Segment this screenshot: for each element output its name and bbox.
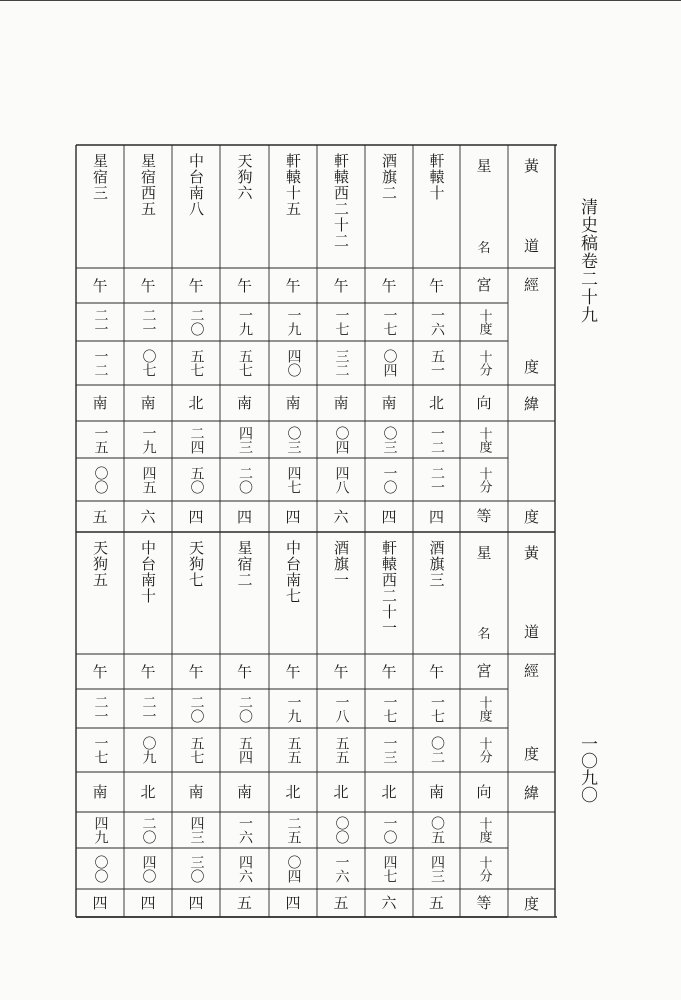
star-value-cell: 六 [140,507,156,526]
star-value-cell: 四〇 [140,854,157,883]
star-value-cell: 〇三 [381,425,398,454]
star-value-cell: 北 [285,783,301,801]
star-value-cell: 〇〇 [92,854,109,883]
star-value-cell: 二四 [188,425,205,454]
star-name-cell: 中台南十 [139,540,157,604]
star-value-cell: 一九 [285,694,302,723]
star-value-cell: 五〇 [188,465,205,494]
side-label-cell: 度 [523,894,539,913]
row-label-cell: 向 [476,393,492,412]
star-value-cell: 四 [188,507,204,526]
row-label-cell: 向 [476,782,492,801]
star-value-cell: 午 [285,662,301,681]
side-label-cell-du: 度 [523,358,539,376]
row-label-cell: 宮 [476,276,492,294]
star-value-cell: 三〇 [188,854,205,883]
star-value-cell: 四九 [92,816,109,844]
header-char: 道 [523,237,539,255]
star-value-cell: 午 [188,662,204,681]
star-value-cell: 南 [188,783,204,801]
row-label-cell: 十度 [476,426,492,453]
star-value-cell: 午 [381,662,397,681]
star-value-cell: 南 [236,394,252,412]
star-value-cell: 五五 [285,736,302,764]
star-value-cell: 〇三 [285,425,302,454]
star-name-header [460,145,508,268]
star-value-cell: 一九 [140,425,157,454]
star-value-cell: 二五 [285,816,302,844]
star-value-cell: 五七 [237,349,253,377]
star-value-cell: 南 [92,783,108,801]
row-label-cell: 十分 [476,855,492,882]
star-value-cell: 六 [381,894,397,912]
star-value-cell: 一七 [333,308,350,336]
star-value-cell: 二一 [140,308,157,336]
star-value-cell: 四七 [285,465,302,494]
row-label-cell: 等 [476,893,492,912]
star-value-cell: 二一 [92,694,109,723]
star-value-cell: 五七 [188,736,205,764]
star-value-cell: 一二 [92,349,109,377]
star-value-cell: 四 [381,507,397,526]
star-value-cell: 午 [140,662,156,681]
star-value-cell: 一六 [429,308,445,336]
star-value-cell: 五 [333,894,349,912]
star-value-cell: 四三 [188,816,205,844]
row-label-cell: 十分 [476,737,492,763]
header-char: 黃 [523,544,539,562]
star-value-cell: 午 [236,662,252,681]
ecliptic-header [508,145,555,268]
star-name-cell: 星宿西五 [139,153,157,217]
star-value-cell: 午 [188,276,204,295]
side-label-cell-du: 度 [523,745,539,763]
star-value-cell: 北 [381,783,397,801]
star-value-cell: 午 [140,276,156,295]
star-value-cell: 一〇 [381,465,398,494]
star-value-cell: 二〇 [188,308,205,336]
star-value-cell: 五四 [237,736,253,764]
star-value-cell: 午 [428,662,444,681]
header-char: 道 [523,623,539,641]
star-value-cell: 一七 [381,694,398,723]
page-number: 一〇九〇 [577,735,597,803]
side-label-cell: 緯 [523,783,539,802]
star-name-cell: 天狗五 [91,540,109,588]
row-label-cell: 十度 [476,695,492,722]
side-label-cell: 經 [523,662,539,680]
row-label-cell: 十度 [476,309,492,335]
star-value-cell: 六 [333,507,349,526]
star-value-cell: 一七 [429,694,445,723]
star-value-cell: 二一 [429,465,445,494]
ecliptic-header [508,532,555,654]
star-value-cell: 北 [333,783,349,801]
star-value-cell: 四七 [381,854,398,883]
star-value-cell: 午 [92,662,108,681]
star-value-cell: 午 [381,276,397,295]
star-value-cell: 一三 [381,736,398,764]
row-label-cell: 等 [476,507,492,525]
star-value-cell: 二〇 [188,694,205,723]
star-value-cell: 一六 [237,816,253,844]
star-name-cell: 軒轅十五 [284,153,302,217]
star-value-cell: 四〇 [285,349,302,377]
page-header: 清史稿卷二十九 [577,198,597,324]
star-value-cell: 〇五 [429,816,445,844]
star-value-cell: 午 [285,276,301,295]
star-value-cell: 四 [236,507,252,526]
star-value-cell: 一七 [92,736,109,764]
star-value-cell: 〇七 [140,349,157,377]
header-char: 星 [476,157,492,175]
star-value-cell: 南 [236,783,252,801]
header-char: 星 [476,544,492,562]
star-value-cell: 四 [285,894,301,912]
star-name-header [460,532,508,654]
star-value-cell: 〇四 [333,425,350,454]
star-value-cell: 一八 [333,694,350,723]
star-value-cell: 五五 [333,736,350,764]
star-name-cell: 酒旗三 [427,540,446,588]
star-name-cell: 天狗六 [235,153,254,201]
page-top-border [0,0,681,1]
star-value-cell: 〇〇 [92,465,109,494]
star-value-cell: 南 [428,783,444,801]
star-name-cell: 星宿二 [235,540,254,588]
side-label-cell: 度 [523,508,539,526]
star-name-cell: 星宿三 [91,153,109,201]
star-value-cell: 午 [333,662,349,681]
star-value-cell: 四 [140,894,156,912]
star-value-cell: 四 [92,894,108,912]
row-label-cell: 十分 [476,466,492,493]
star-value-cell: 四三 [237,425,253,454]
star-name-cell: 酒旗一 [332,540,350,588]
star-value-cell: 四 [188,894,204,912]
star-value-cell: 四 [285,507,301,526]
star-value-cell: 南 [285,394,301,412]
star-value-cell: 五 [92,507,108,526]
star-name-cell: 酒旗二 [380,153,398,201]
star-value-cell: 午 [333,276,349,295]
star-value-cell: 一九 [285,308,302,336]
star-value-cell: 五七 [188,349,205,377]
star-value-cell: 二一 [92,308,109,336]
header-char: 名 [477,627,491,642]
star-name-cell: 中台南八 [187,153,205,217]
star-name-cell: 軒轅十 [427,153,446,201]
star-value-cell: 南 [333,394,349,412]
star-value-cell: 〇二 [429,736,445,764]
header-char: 黃 [523,157,539,175]
star-name-cell: 軒轅西二十二 [332,153,350,249]
row-label-cell: 十分 [476,350,492,376]
star-value-cell: 南 [381,394,397,412]
star-value-cell: 三二 [333,349,350,377]
side-label-cell: 緯 [523,394,539,413]
star-value-cell: 一九 [237,308,253,336]
star-value-cell: 午 [236,276,252,295]
star-name-cell: 中台南七 [284,540,302,604]
star-name-cell: 軒轅西二十一 [380,540,398,636]
star-value-cell: 四八 [333,465,350,494]
star-value-cell: 四三 [429,854,445,883]
star-value-cell: 四六 [237,854,253,883]
star-value-cell: 五 [236,894,252,912]
star-name-cell: 天狗七 [187,540,205,588]
star-value-cell: 一〇 [381,816,398,844]
row-label-cell: 十度 [476,817,492,843]
star-value-cell: 〇九 [140,736,157,764]
star-value-cell: 二〇 [140,816,157,844]
star-value-cell: 〇四 [381,349,398,377]
star-value-cell: 五一 [429,349,445,377]
star-value-cell: 〇四 [285,854,302,883]
star-value-cell: 南 [140,394,156,412]
row-label-cell: 宮 [476,662,492,680]
star-value-cell: 二〇 [237,465,253,494]
star-value-cell: 午 [92,276,108,295]
star-value-cell: 二一 [140,694,157,723]
star-value-cell: 北 [188,394,204,412]
star-value-cell: 北 [140,783,156,801]
star-value-cell: 一六 [333,854,350,883]
star-value-cell: 一二 [429,425,445,454]
star-value-cell: 二〇 [237,694,253,723]
star-value-cell: 四五 [140,465,157,494]
star-value-cell: 南 [92,394,108,412]
star-value-cell: 午 [428,276,444,295]
star-value-cell: 〇〇 [333,816,350,844]
star-value-cell: 五 [428,894,444,912]
star-value-cell: 一五 [92,425,109,454]
star-value-cell: 一七 [381,308,398,336]
header-char: 名 [477,241,491,256]
star-value-cell: 北 [428,394,444,412]
star-value-cell: 四 [428,507,444,526]
side-label-cell: 經 [523,276,539,294]
